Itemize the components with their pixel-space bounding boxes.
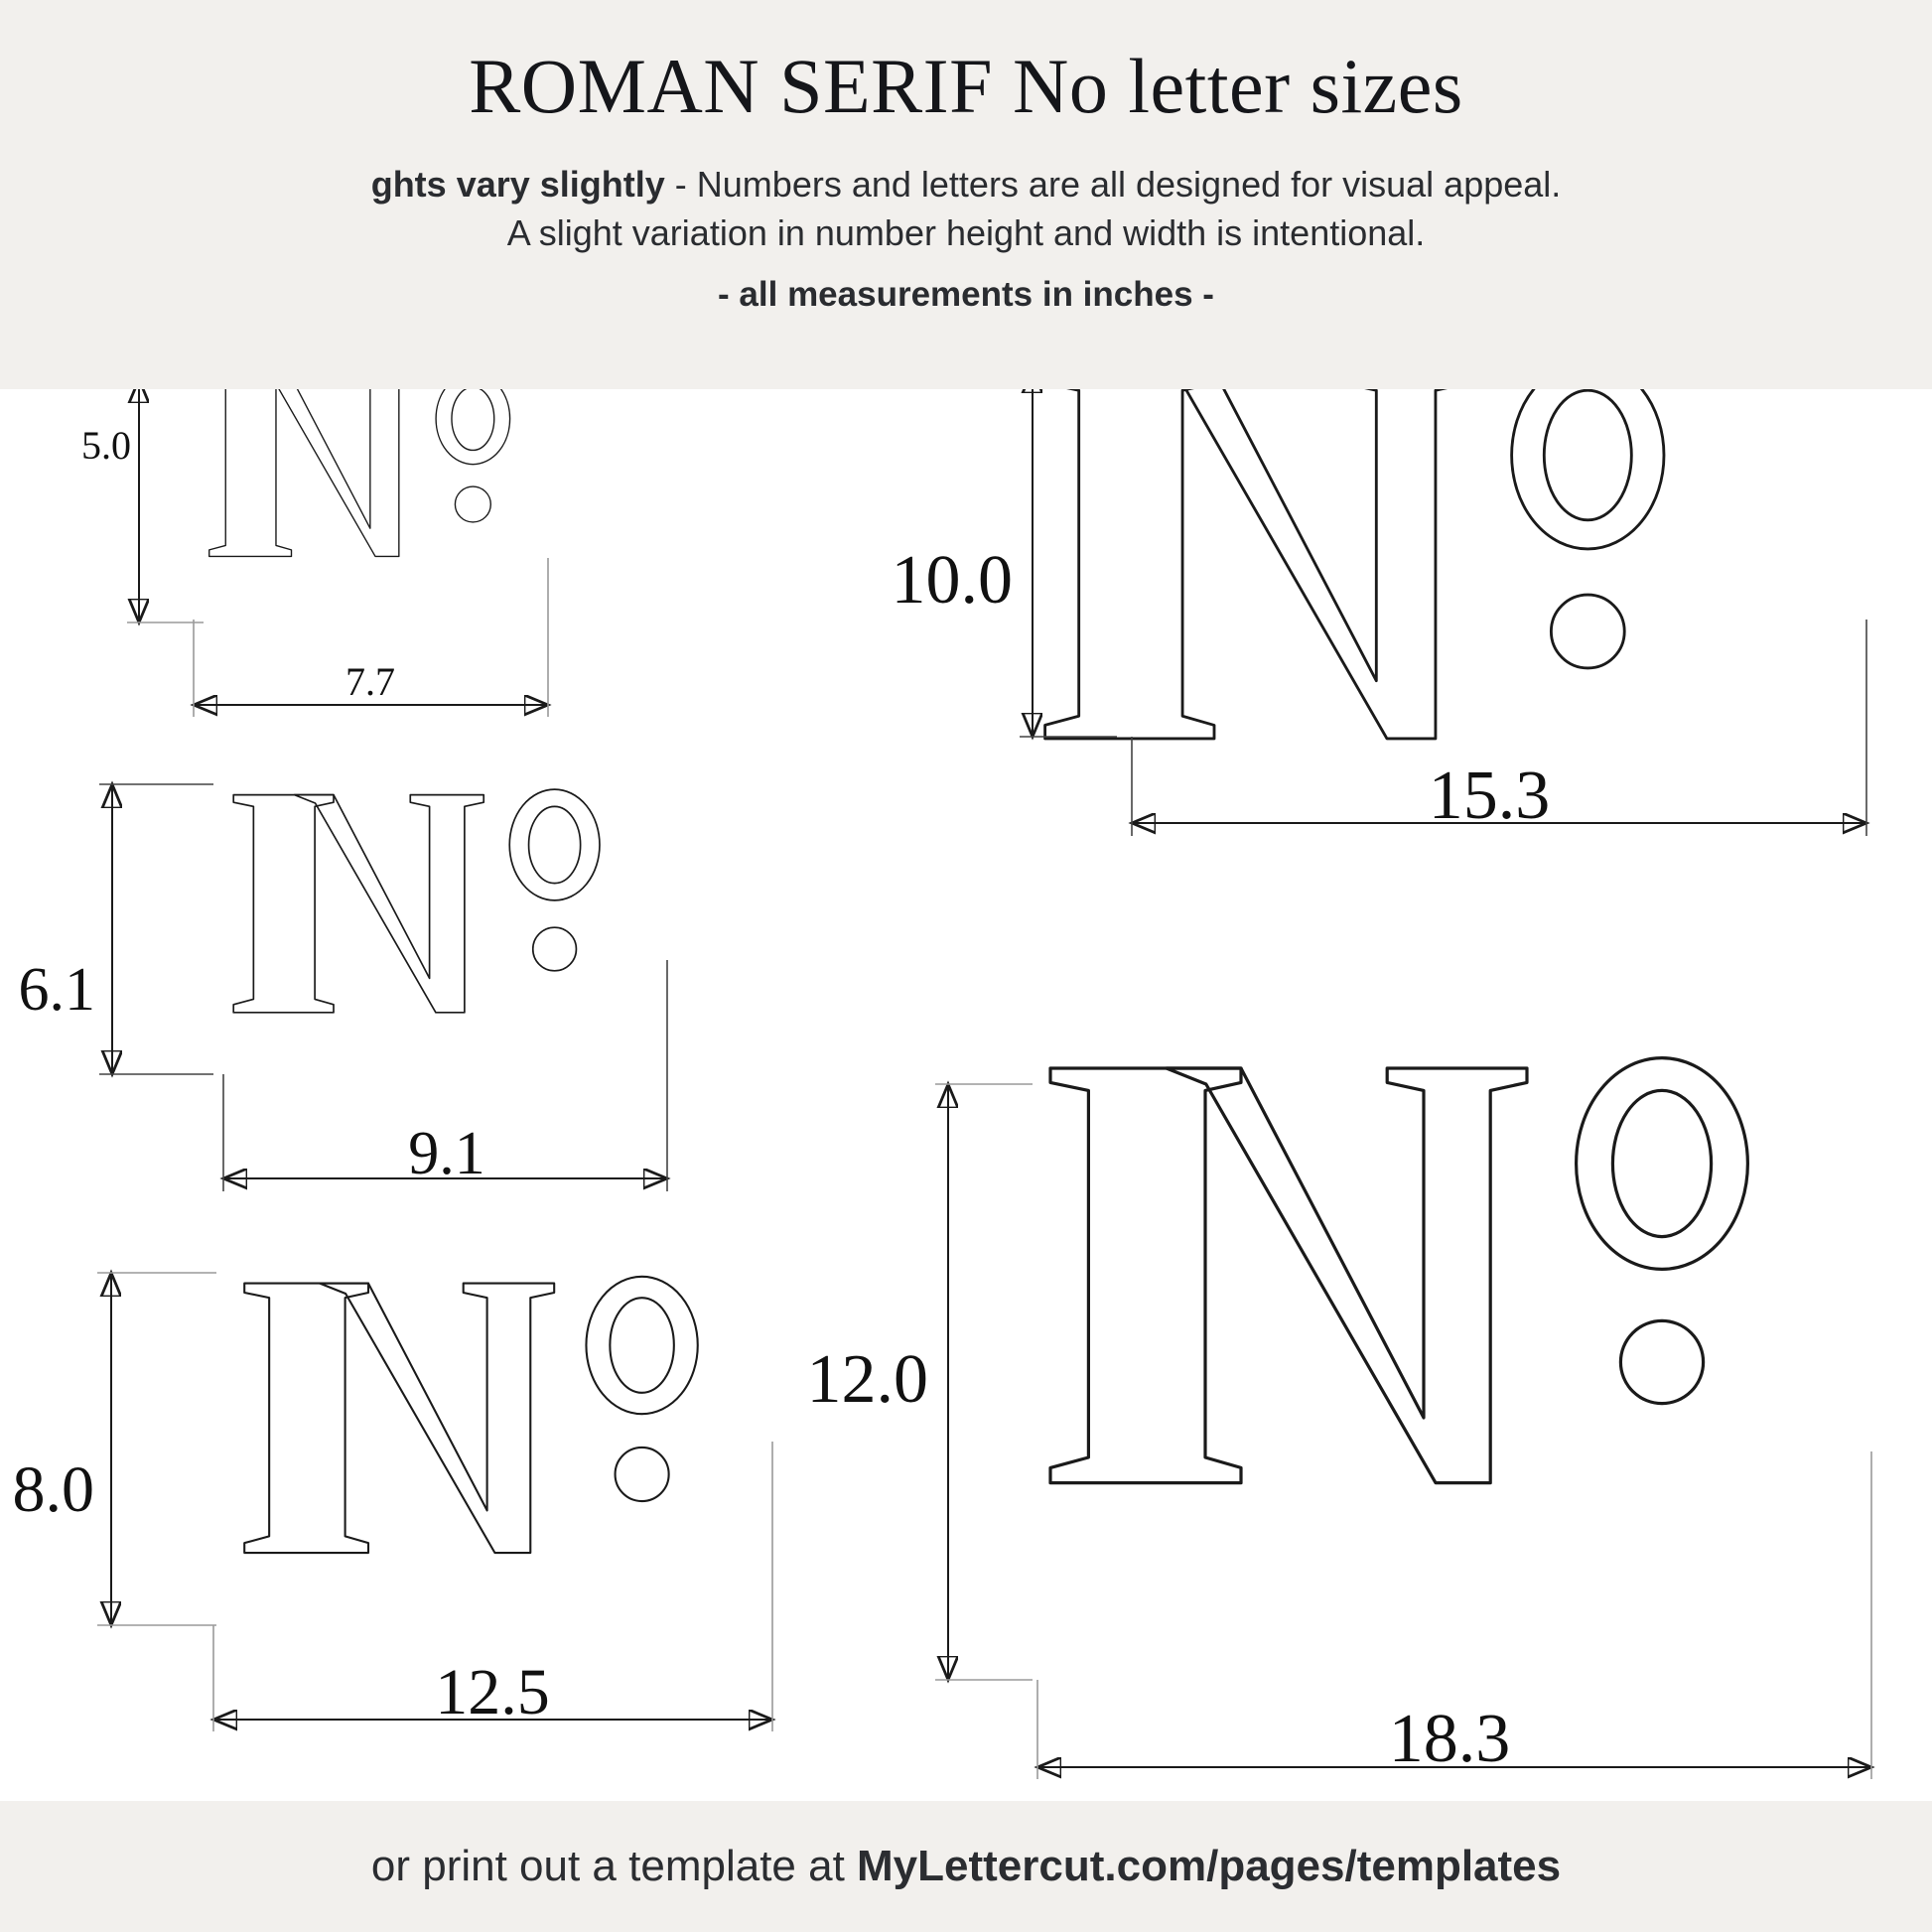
footer-url[interactable]: MyLettercut.com/pages/templates bbox=[857, 1842, 1562, 1890]
dim-label-height-12: 12.0 bbox=[806, 1341, 928, 1418]
specimen-6 bbox=[19, 784, 668, 1191]
subtitle-rest: - Numbers and letters are all designed for visual appeal. bbox=[664, 164, 1562, 205]
footer-band bbox=[0, 1801, 1932, 1932]
specimen-12 bbox=[807, 1058, 1872, 1779]
dim-label-height-5: 5.0 bbox=[81, 423, 131, 468]
specimen-canvas bbox=[0, 389, 1932, 1801]
specimen-5 bbox=[81, 389, 548, 717]
header-subtitle bbox=[0, 161, 1932, 318]
specimen-8 bbox=[13, 1273, 773, 1731]
header-band bbox=[0, 0, 1932, 389]
page-title: ROMAN SERIF No letter sizes bbox=[469, 43, 1463, 129]
footer-prefix: or print out a template at bbox=[370, 1842, 858, 1890]
dim-label-height-8: 8.0 bbox=[12, 1453, 94, 1526]
dim-label-width-10: 15.3 bbox=[1428, 758, 1551, 834]
dim-label-width-12: 18.3 bbox=[1388, 1701, 1511, 1777]
dim-label-width-5: 7.7 bbox=[345, 659, 395, 704]
dim-label-width-8: 12.5 bbox=[435, 1656, 550, 1728]
dim-label-height-6: 6.1 bbox=[18, 956, 95, 1024]
subtitle-line2: A slight variation in number height and width is intentional. bbox=[506, 211, 1426, 253]
subtitle-line3: - all measurements in inches - bbox=[718, 275, 1214, 315]
dim-label-width-6: 9.1 bbox=[408, 1120, 485, 1187]
subtitle-bold: ghts vary slightly bbox=[370, 164, 665, 205]
footer-text bbox=[371, 1842, 1561, 1891]
dim-label-height-10: 10.0 bbox=[891, 542, 1013, 619]
specimen-10 bbox=[892, 389, 1867, 836]
